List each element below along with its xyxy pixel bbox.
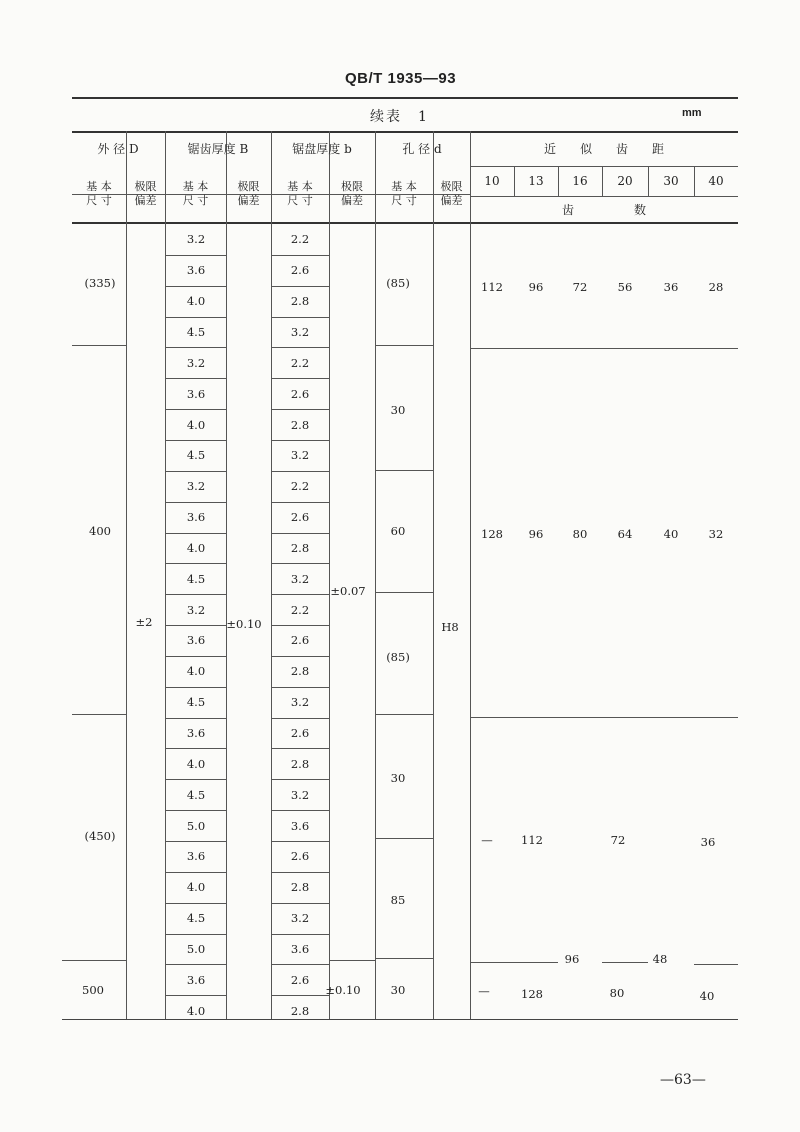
bore-value: 60 (390, 524, 406, 538)
tooth-thickness-value: 4.0 (186, 294, 206, 309)
teeth-count: 128 (481, 527, 503, 541)
row-rule (271, 964, 329, 965)
bore-value: 85 (390, 893, 406, 907)
pitch-value: 30 (663, 174, 679, 188)
bore-rule (375, 838, 433, 839)
row-rule (165, 810, 226, 811)
row-rule (165, 533, 226, 534)
row-rule (271, 409, 329, 410)
tooth-thickness-value: 5.0 (186, 818, 206, 833)
teeth-count: 96 (564, 952, 580, 966)
teeth-count: 112 (521, 833, 543, 847)
tooth-thickness-value: 3.2 (186, 602, 206, 617)
tooth-thickness-value: 3.6 (186, 633, 206, 648)
teeth-group-rule (470, 348, 738, 349)
row-rule (271, 378, 329, 379)
limit-deviation-header: 偏差 (237, 194, 260, 207)
pitch-column-rule (514, 166, 515, 196)
basic-size-header: 尺 寸 (182, 194, 209, 207)
pitch-column-rule (602, 166, 603, 196)
limit-deviation-header: 极限 (237, 180, 260, 193)
bore-header: 孔 径 d (402, 142, 442, 156)
row-rule (165, 594, 226, 595)
outer-diameter-value: 400 (89, 524, 111, 538)
bore-rule (375, 345, 433, 346)
limit-deviation-header: 偏差 (341, 194, 363, 207)
row-rule (271, 687, 329, 688)
tooth-thickness-header: 锯齿厚度 B (187, 142, 249, 156)
disc-thickness-value: 2.6 (290, 510, 310, 525)
row-rule (165, 440, 226, 441)
pitch-value: 13 (528, 174, 544, 188)
tooth-thickness-value: 3.2 (186, 479, 206, 494)
disc-thickness-value: 3.2 (290, 448, 310, 463)
row-rule (271, 810, 329, 811)
limit-deviation-header: 偏差 (134, 194, 157, 207)
disc-thickness-value: 2.6 (290, 386, 310, 401)
row-rule (271, 563, 329, 564)
teeth-count: 40 (663, 527, 679, 541)
disc-thickness-value: 2.6 (290, 726, 310, 741)
row-rule (165, 841, 226, 842)
row-rule (165, 748, 226, 749)
bore-rule (375, 958, 433, 959)
teeth-count: 72 (572, 280, 588, 294)
tooth-thickness-value: 3.6 (186, 972, 206, 987)
row-rule (271, 934, 329, 935)
row-rule (271, 471, 329, 472)
basic-size-header: 尺 寸 (391, 194, 417, 207)
row-rule (165, 903, 226, 904)
basic-size-header: 尺 寸 (86, 194, 112, 207)
pitch-value: 10 (484, 174, 500, 188)
row-rule (271, 533, 329, 534)
tooth-thickness-value: 4.0 (186, 756, 206, 771)
pitch-value: 20 (617, 174, 633, 188)
deviation-rule (329, 960, 375, 961)
row-rule (165, 656, 226, 657)
row-rule (165, 625, 226, 626)
column-rule (470, 131, 471, 1019)
row-rule (165, 409, 226, 410)
tooth-thickness-value: 4.0 (186, 664, 206, 679)
basic-size-header: 尺 寸 (287, 194, 313, 207)
column-rule (433, 131, 434, 1019)
row-rule (165, 563, 226, 564)
disc-thickness-value: 2.8 (290, 294, 310, 309)
teeth-count: 36 (663, 280, 679, 294)
outer-diameter-header: 外 径 D (97, 142, 139, 156)
disc-thickness-value: 3.2 (290, 787, 310, 802)
teeth-count: 40 (699, 989, 715, 1003)
teeth-group-rule (470, 962, 558, 963)
tooth-thickness-value: 3.6 (186, 726, 206, 741)
disc-thickness-value: 3.2 (290, 911, 310, 926)
group-rule (62, 960, 126, 961)
disc-thickness-value: 3.2 (290, 324, 310, 339)
bore-deviation: H8 (441, 620, 459, 634)
disc-thickness-value: 2.2 (290, 479, 310, 494)
teeth-count: 72 (610, 833, 626, 847)
limit-deviation-header: 偏差 (440, 194, 463, 207)
tooth-thickness-value: 3.6 (186, 849, 206, 864)
tooth-thickness-deviation: ±0.10 (226, 617, 262, 631)
basic-size-header: 基 本 (86, 180, 112, 193)
tooth-thickness-value: 3.6 (186, 510, 206, 525)
tooth-thickness-value: 4.5 (186, 448, 206, 463)
disc-thickness-value: 3.6 (290, 818, 310, 833)
row-rule (165, 995, 226, 996)
disc-thickness-value: 2.8 (290, 880, 310, 895)
teeth-count: 64 (617, 527, 633, 541)
outer-diameter-value: (335) (84, 276, 116, 290)
bore-value: (85) (386, 276, 410, 290)
row-rule (165, 687, 226, 688)
tooth-thickness-value: 4.5 (186, 571, 206, 586)
column-rule (375, 131, 376, 1019)
disc-thickness-value: 3.2 (290, 695, 310, 710)
row-rule (271, 656, 329, 657)
teeth-count: 28 (708, 280, 724, 294)
row-rule (271, 779, 329, 780)
tooth-thickness-value: 4.0 (186, 417, 206, 432)
row-rule (165, 964, 226, 965)
bore-value: 30 (390, 983, 406, 997)
tooth-thickness-value: 4.0 (186, 540, 206, 555)
teeth-count: 36 (700, 835, 716, 849)
header-bottom-rule (72, 222, 738, 224)
outer-diameter-value: (450) (84, 829, 116, 843)
disc-thickness-value: 2.8 (290, 756, 310, 771)
disc-thickness-value: 2.2 (290, 355, 310, 370)
disc-thickness-header: 锯盘厚度 b (292, 142, 352, 156)
row-rule (271, 255, 329, 256)
row-rule (165, 317, 226, 318)
disc-thickness-deviation: ±0.07 (330, 584, 366, 598)
row-rule (165, 779, 226, 780)
tooth-thickness-value: 4.0 (186, 880, 206, 895)
row-rule (165, 471, 226, 472)
teeth-count: 80 (572, 527, 588, 541)
row-rule (165, 502, 226, 503)
teeth-count: 96 (528, 280, 544, 294)
column-rule (226, 131, 227, 1019)
disc-thickness-value: 3.2 (290, 571, 310, 586)
basic-size-header: 基 本 (182, 180, 209, 193)
row-rule (271, 995, 329, 996)
disc-thickness-value: 2.6 (290, 849, 310, 864)
teeth-count: 32 (708, 527, 724, 541)
limit-deviation-header: 极限 (440, 180, 463, 193)
teeth-count: — (478, 984, 490, 998)
teeth-group-rule (602, 962, 648, 963)
row-rule (165, 718, 226, 719)
tooth-thickness-value: 4.0 (186, 1003, 206, 1018)
disc-thickness-value: 2.6 (290, 972, 310, 987)
bore-value: 30 (390, 403, 406, 417)
pitch-column-rule (694, 166, 695, 196)
unit-label: mm (682, 107, 702, 119)
row-rule (271, 625, 329, 626)
disc-thickness-value: 3.6 (290, 941, 310, 956)
row-rule (165, 872, 226, 873)
column-rule (271, 131, 272, 1019)
disc-thickness-value: 2.2 (290, 602, 310, 617)
pitch-title-rule (470, 166, 738, 167)
bore-rule (375, 592, 433, 593)
row-rule (165, 255, 226, 256)
pitch-column-rule (648, 166, 649, 196)
row-rule (271, 841, 329, 842)
group-rule (72, 345, 126, 346)
pitch-title: 近 似 齿 距 (543, 142, 665, 156)
teeth-count: 80 (609, 986, 625, 1000)
row-rule (271, 440, 329, 441)
pitch-value-rule (470, 196, 738, 197)
teeth-count: 96 (528, 527, 544, 541)
tooth-thickness-value: 4.5 (186, 695, 206, 710)
disc-thickness-value: 2.8 (290, 417, 310, 432)
disc-thickness-value: 2.6 (290, 263, 310, 278)
outer-diameter-value: 500 (82, 983, 104, 997)
bore-value: (85) (386, 650, 410, 664)
column-rule (165, 131, 166, 1019)
tooth-thickness-value: 4.5 (186, 787, 206, 802)
teeth-count: 56 (617, 280, 633, 294)
row-rule (271, 286, 329, 287)
teeth-group-rule (694, 964, 738, 965)
row-rule (271, 317, 329, 318)
tooth-thickness-value: 3.2 (186, 355, 206, 370)
teeth-count: — (481, 833, 493, 847)
limit-deviation-header: 极限 (341, 180, 363, 193)
teeth-count: 112 (481, 280, 503, 294)
column-rule (329, 131, 330, 1019)
disc-thickness-value: 2.8 (290, 664, 310, 679)
pitch-column-rule (558, 166, 559, 196)
row-rule (271, 502, 329, 503)
table-caption: 续表 1 (370, 109, 429, 125)
row-rule (271, 718, 329, 719)
outer-diameter-deviation: ±2 (135, 615, 153, 629)
pitch-value: 16 (572, 174, 588, 188)
disc-thickness-value: 2.8 (290, 1003, 310, 1018)
tooth-thickness-value: 4.5 (186, 324, 206, 339)
column-rule (126, 131, 127, 1019)
row-rule (165, 286, 226, 287)
tooth-thickness-value: 5.0 (186, 941, 206, 956)
row-rule (271, 748, 329, 749)
group-rule (72, 714, 126, 715)
basic-size-header: 基 本 (287, 180, 313, 193)
tooth-thickness-value: 3.2 (186, 232, 206, 247)
pitch-value: 40 (708, 174, 724, 188)
tooth-thickness-value: 4.5 (186, 911, 206, 926)
teeth-count: 48 (652, 952, 668, 966)
standard-number: QB/T 1935—93 (345, 70, 457, 87)
teeth-count: 128 (521, 987, 543, 1001)
row-rule (271, 594, 329, 595)
row-rule (271, 872, 329, 873)
row-rule (271, 347, 329, 348)
tooth-thickness-value: 3.6 (186, 386, 206, 401)
tooth-thickness-value: 3.6 (186, 263, 206, 278)
bore-rule (375, 470, 433, 471)
header-top-rule (72, 131, 738, 133)
bore-value: 30 (390, 771, 406, 785)
page-number: —63— (660, 1072, 706, 1088)
bottom-rule (62, 1019, 738, 1020)
bore-rule (375, 714, 433, 715)
disc-thickness-deviation: ±0.10 (325, 983, 361, 997)
disc-thickness-value: 2.8 (290, 540, 310, 555)
teeth-group-rule (470, 717, 738, 718)
row-rule (271, 903, 329, 904)
disc-thickness-value: 2.6 (290, 633, 310, 648)
limit-deviation-header: 极限 (134, 180, 157, 193)
disc-thickness-value: 2.2 (290, 232, 310, 247)
teeth-count-title: 齿 数 (561, 203, 647, 217)
row-rule (165, 934, 226, 935)
row-rule (165, 378, 226, 379)
row-rule (165, 347, 226, 348)
basic-size-header: 基 本 (391, 180, 417, 193)
